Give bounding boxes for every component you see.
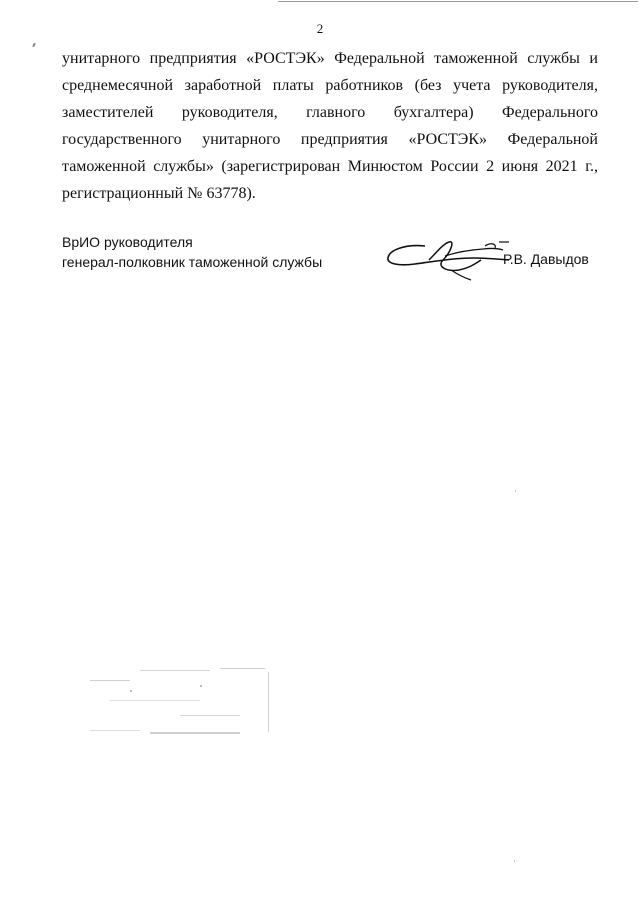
- signer-name: Р.В. Давыдов: [503, 251, 589, 267]
- body-paragraph: унитарного предприятия «РОСТЭК» Федеральной таможенной службы и среднемесячной заработной платы работников (без учета руководителя, заместителей руководителя, главного бухгалтера) Федерального государственного унитарного предприятия «РОСТЭК» Федеральной таможенной службы» (зарегистрирован Минюстом России 2 июня 2021 г., регистрационный № 63778).: [62, 50, 598, 202]
- signer-block: [62, 232, 322, 272]
- scan-mark: [32, 43, 36, 47]
- scan-speck: [514, 860, 515, 862]
- top-scan-edge: [278, 1, 638, 2]
- handwritten-signature: [385, 236, 520, 282]
- scan-speck: [515, 490, 516, 492]
- page-number: 2: [316, 21, 324, 36]
- faint-stamp-residue: [80, 660, 280, 740]
- signer-rank: генерал-полковник таможенной службы: [62, 254, 323, 270]
- signer-title: ВрИО руководителя: [62, 234, 193, 250]
